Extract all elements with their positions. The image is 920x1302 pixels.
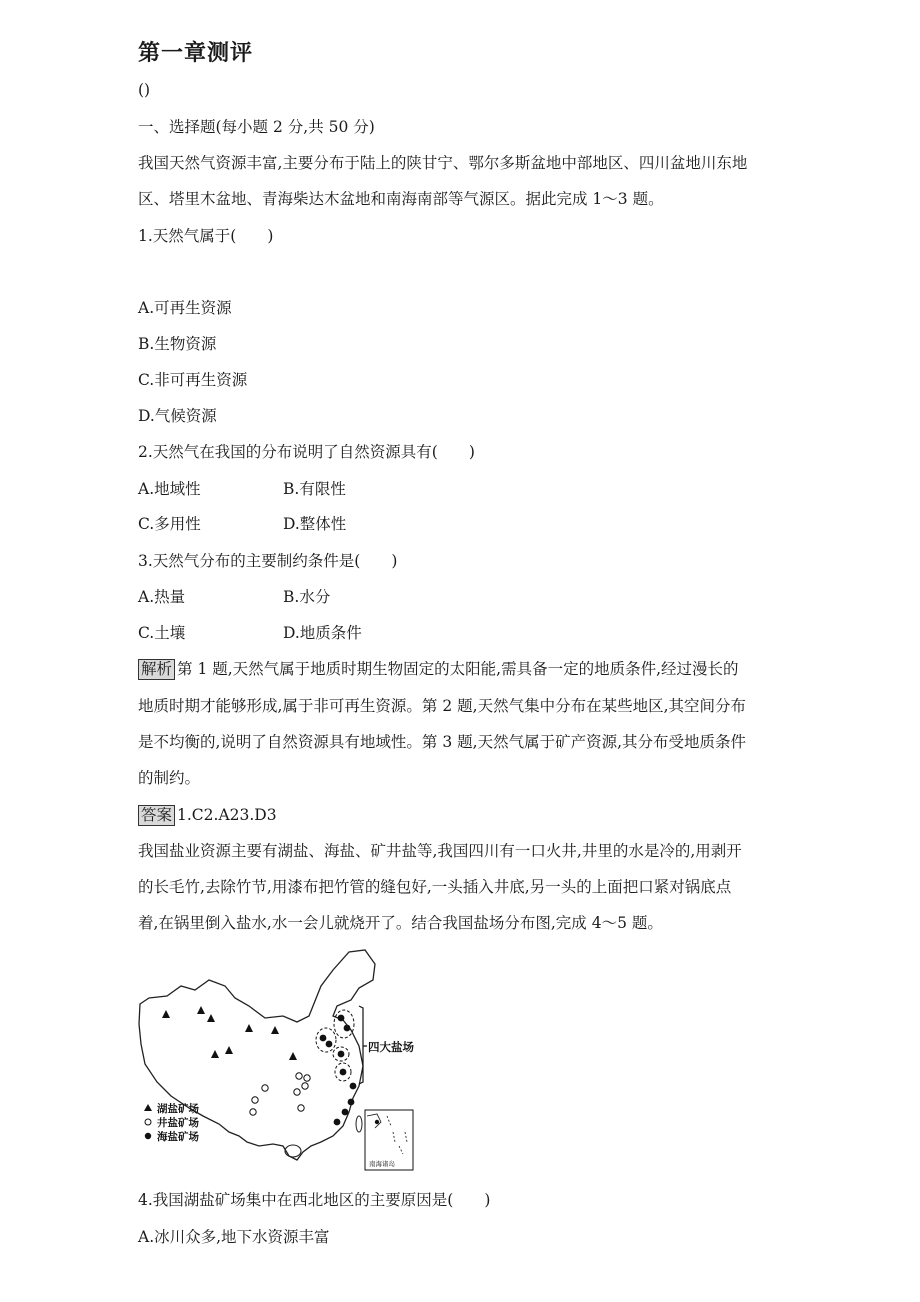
intro2-line-3: 着,在锅里倒入盐水,水一会儿就烧开了。结合我国盐场分布图,完成 4～5 题。 bbox=[138, 914, 663, 932]
legend-well-icon bbox=[145, 1119, 151, 1125]
question-3-stem: 3.天然气分布的主要制约条件是( ) bbox=[138, 552, 398, 570]
analysis-line-4: 的制约。 bbox=[138, 769, 201, 787]
legend-lake-icon bbox=[144, 1104, 152, 1111]
sea-salt-marker bbox=[320, 1035, 327, 1042]
lake-salt-marker bbox=[271, 1026, 279, 1034]
salt-field-bracket bbox=[359, 1006, 367, 1084]
sea-salt-marker bbox=[342, 1109, 349, 1116]
q2-option-c: C.多用性 bbox=[138, 515, 201, 533]
sea-salt-marker bbox=[326, 1041, 333, 1048]
q1-option-b: B.生物资源 bbox=[138, 335, 217, 353]
q3-option-d: D.地质条件 bbox=[283, 624, 362, 642]
sea-salt-marker bbox=[350, 1083, 357, 1090]
sea-salt-marker bbox=[344, 1025, 351, 1032]
well-salt-marker bbox=[298, 1105, 304, 1111]
page-title: 第一章测评 bbox=[138, 41, 254, 66]
sea-salt-marker bbox=[348, 1099, 355, 1106]
salt-field-ring bbox=[334, 1010, 354, 1038]
taiwan-island bbox=[356, 1116, 362, 1132]
well-salt-marker bbox=[250, 1109, 256, 1115]
q4-option-a: A.冰川众多,地下水资源丰富 bbox=[138, 1228, 330, 1246]
well-salt-marker bbox=[304, 1075, 310, 1081]
legend-sea-icon bbox=[145, 1133, 151, 1139]
q1-option-d: D.气候资源 bbox=[138, 407, 217, 425]
legend-sea-label: 海盐矿场 bbox=[157, 1131, 199, 1143]
q3-option-b: B.水分 bbox=[283, 588, 331, 606]
lake-salt-marker bbox=[211, 1050, 219, 1058]
analysis-line-2: 地质时期才能够形成,属于非可再生资源。第 2 题,天然气集中分布在某些地区,其空间分布 bbox=[138, 697, 746, 715]
answer-text: 1.C2.A23.D3 bbox=[177, 806, 277, 824]
question-1-stem: 1.天然气属于( ) bbox=[138, 227, 274, 245]
answer-tag: 答案 bbox=[138, 805, 175, 826]
q1-option-c: C.非可再生资源 bbox=[138, 371, 248, 389]
salt-field-ring bbox=[316, 1028, 336, 1052]
inset-marker bbox=[375, 1120, 379, 1124]
q1-option-a: A.可再生资源 bbox=[138, 299, 232, 317]
q2-option-d: D.整体性 bbox=[283, 515, 347, 533]
lake-salt-marker bbox=[162, 1010, 170, 1018]
lake-salt-marker bbox=[289, 1052, 297, 1060]
well-salt-marker bbox=[296, 1073, 302, 1079]
analysis-tag: 解析 bbox=[138, 659, 175, 680]
q3-option-c: C.土壤 bbox=[138, 624, 186, 642]
lake-salt-marker bbox=[225, 1046, 233, 1054]
q2-option-a: A.地域性 bbox=[138, 480, 201, 498]
well-salt-marker bbox=[302, 1083, 308, 1089]
intro-line-2: 区、塔里木盆地、青海柴达木盆地和南海南部等气源区。据此完成 1～3 题。 bbox=[138, 190, 664, 208]
sea-salt-marker bbox=[338, 1015, 345, 1022]
intro2-line-1: 我国盐业资源主要有湖盐、海盐、矿井盐等,我国四川有一口火井,井里的水是冷的,用剥开 bbox=[138, 842, 742, 860]
salt-field-map bbox=[137, 946, 422, 1174]
analysis-text-1: 第 1 题,天然气属于地质时期生物固定的太阳能,需具备一定的地质条件,经过漫长的 bbox=[177, 660, 739, 678]
well-salt-marker bbox=[294, 1089, 300, 1095]
subtitle: () bbox=[138, 81, 151, 99]
legend-lake-label: 湖盐矿场 bbox=[157, 1103, 199, 1115]
lake-salt-marker bbox=[207, 1014, 215, 1022]
sea-salt-marker bbox=[334, 1119, 341, 1126]
answer-line bbox=[138, 805, 277, 826]
q2-option-b: B.有限性 bbox=[283, 480, 346, 498]
salt-field-callout: 四大盐场 bbox=[368, 1040, 414, 1054]
sea-salt-marker bbox=[340, 1069, 347, 1076]
analysis-line-3: 是不均衡的,说明了自然资源具有地域性。第 3 题,天然气属于矿产资源,其分布受地质条件 bbox=[138, 733, 746, 751]
lake-salt-marker bbox=[245, 1024, 253, 1032]
analysis-line-1 bbox=[138, 659, 739, 680]
question-2-stem: 2.天然气在我国的分布说明了自然资源具有( ) bbox=[138, 443, 475, 461]
inset-label: 南海诸岛 bbox=[369, 1160, 395, 1168]
intro-line-1: 我国天然气资源丰富,主要分布于陆上的陕甘宁、鄂尔多斯盆地中部地区、四川盆地川东地 bbox=[138, 154, 748, 172]
legend-well-label: 井盐矿场 bbox=[157, 1117, 199, 1129]
intro2-line-2: 的长毛竹,去除竹节,用漆布把竹管的缝包好,一头插入井底,另一头的上面把口紧对锅底点 bbox=[138, 878, 732, 896]
hainan-island bbox=[285, 1145, 301, 1157]
well-salt-marker bbox=[252, 1097, 258, 1103]
well-salt-marker bbox=[262, 1085, 268, 1091]
sea-salt-marker bbox=[338, 1051, 345, 1058]
lake-salt-marker bbox=[197, 1006, 205, 1014]
question-4-stem: 4.我国湖盐矿场集中在西北地区的主要原因是( ) bbox=[138, 1191, 491, 1209]
q3-option-a: A.热量 bbox=[138, 588, 186, 606]
section-heading: 一、选择题(每小题 2 分,共 50 分) bbox=[138, 118, 375, 136]
